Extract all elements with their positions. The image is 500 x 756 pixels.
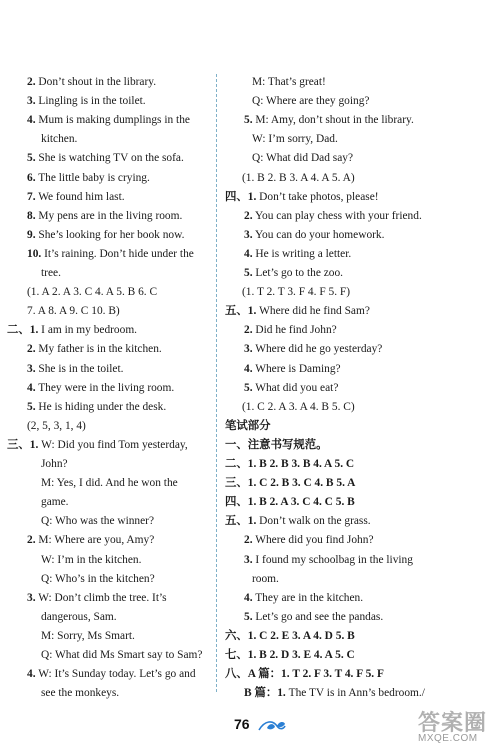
right-line <box>244 325 337 336</box>
item-number: 5. <box>27 400 36 413</box>
page-number: 76 <box>234 716 250 732</box>
item-number: 5. <box>244 267 253 279</box>
item-number: 一、注意书写规范。 <box>225 438 328 451</box>
item-number: 4. <box>27 668 36 681</box>
item-number: 2. <box>27 343 36 356</box>
item-text: Q: Who’s in the kitchen? <box>41 572 155 585</box>
item-text: Lingling is in the toilet. <box>35 95 146 108</box>
left-line <box>27 306 120 317</box>
left-line <box>27 364 124 375</box>
item-text: Don’t shout in the library. <box>35 76 157 88</box>
item-text: W: Don’t climb the tree. It’s <box>35 591 167 604</box>
left-line <box>41 688 119 699</box>
item-text: He is writing a letter. <box>252 247 352 260</box>
item-number: 5. <box>244 381 253 394</box>
left-line <box>41 516 154 527</box>
item-text: Q: What did Dad say? <box>252 152 354 165</box>
right-line <box>244 344 382 355</box>
item-number: 4. <box>244 362 253 375</box>
item-text: W: It’s Sunday today. Let’s go and <box>35 668 196 681</box>
right-line <box>244 230 384 241</box>
item-number: 2. <box>244 209 253 222</box>
left-line <box>41 555 141 566</box>
left-line <box>41 478 178 489</box>
right-line <box>252 574 279 585</box>
item-text: Mum is making dumplings in the <box>35 114 190 127</box>
item-text: (1. C 2. A 3. A 4. B 5. C) <box>242 400 355 413</box>
watermark <box>418 712 498 754</box>
item-number: 六、1. C 2. E 3. A 4. D 5. B <box>225 629 355 642</box>
item-number: 七、1. B 2. D 3. E 4. A 5. C <box>225 649 355 661</box>
item-text: They were in the living room. <box>35 381 175 394</box>
left-line <box>41 134 77 145</box>
item-number: 3. <box>27 362 36 375</box>
item-text: Let’s go and see the pandas. <box>252 610 384 623</box>
left-line <box>27 173 150 184</box>
item-text: W: I’m in the kitchen. <box>41 553 142 566</box>
item-number: 八、A 篇：1. T 2. F 3. T 4. F 5. F <box>225 668 384 681</box>
right-line <box>225 459 354 470</box>
item-number: 三、1. C 2. B 3. C 4. B 5. A <box>225 477 356 490</box>
item-text: 7. A 8. A 9. C 10. B) <box>27 305 120 318</box>
item-number: 5. <box>27 152 36 165</box>
item-text: M: Sorry, Ms Smart. <box>41 629 135 642</box>
item-number: 4. <box>27 114 36 127</box>
item-text: You can play chess with your friend. <box>252 209 422 222</box>
left-line <box>27 535 154 546</box>
item-text: see the monkeys. <box>41 687 120 700</box>
leaf-ornament-icon <box>257 718 287 734</box>
item-number: 6. <box>27 171 36 184</box>
right-line <box>244 555 413 566</box>
right-line <box>225 421 271 432</box>
item-text: Where is Daming? <box>252 362 341 375</box>
left-line <box>27 593 167 604</box>
item-text: (1. T 2. T 3. F 4. F 5. F) <box>242 286 351 299</box>
item-text: dangerous, Sam. <box>41 610 117 623</box>
item-text: (2, 5, 3, 1, 4) <box>27 419 86 432</box>
item-text: W: Did you find Tom yesterday, <box>38 438 188 451</box>
item-text: room. <box>252 572 279 585</box>
right-line <box>244 249 351 260</box>
item-number: 5. <box>244 114 253 127</box>
item-number: 二、1. <box>7 324 39 337</box>
item-text: She is watching TV on the sofa. <box>35 152 184 165</box>
item-text: kitchen. <box>41 133 78 146</box>
left-line <box>7 440 188 451</box>
item-text: We found him last. <box>35 190 125 203</box>
item-text: The TV is in Ann’s bedroom./ <box>285 687 425 700</box>
item-number: 5. <box>244 610 253 623</box>
item-number: 4. <box>244 591 253 604</box>
right-line <box>244 688 425 699</box>
left-line <box>41 612 117 623</box>
left-line <box>27 249 194 260</box>
item-text: She is in the toilet. <box>35 362 124 375</box>
item-text: Where did he go yesterday? <box>252 343 383 356</box>
item-number: 五、1. <box>225 515 257 528</box>
item-text: She’s looking for her book now. <box>35 228 185 241</box>
item-text: Did he find John? <box>252 324 337 337</box>
right-line <box>225 516 371 527</box>
item-text: Where did you find John? <box>252 534 374 547</box>
item-text: You can do your homework. <box>252 228 385 241</box>
watermark-logo-text: 答案圈 <box>418 710 488 735</box>
item-number: 五、1. <box>225 305 257 318</box>
item-text: game. <box>41 496 69 509</box>
left-line <box>27 211 182 222</box>
item-text: Let’s go to the zoo. <box>252 267 344 279</box>
item-number: 10. <box>27 247 42 260</box>
left-line <box>41 459 68 470</box>
left-line <box>41 268 61 279</box>
item-number: 8. <box>27 209 36 222</box>
item-text: I found my schoolbag in the living <box>252 553 413 566</box>
item-text: Where did he find Sam? <box>256 305 370 318</box>
left-line <box>41 497 69 508</box>
left-line <box>41 631 135 642</box>
right-line <box>225 192 379 203</box>
item-text: (1. A 2. A 3. C 4. A 5. B 6. C <box>27 286 158 299</box>
item-text: Don’t walk on the grass. <box>256 515 371 528</box>
left-line <box>27 115 190 126</box>
item-text: John? <box>41 458 68 470</box>
left-line <box>27 287 157 298</box>
item-text: Don’t take photos, please! <box>256 190 379 203</box>
left-line <box>41 650 202 661</box>
item-number: 二、1. B 2. B 3. B 4. A 5. C <box>225 458 355 470</box>
right-line <box>225 669 384 680</box>
item-number: 2. <box>244 534 253 547</box>
right-line <box>244 612 383 623</box>
item-text: tree. <box>41 267 61 279</box>
right-line <box>225 631 355 642</box>
item-text: He is hiding under the desk. <box>35 400 167 413</box>
item-text: Q: Who was the winner? <box>41 515 155 528</box>
item-text: My pens are in the living room. <box>35 209 183 222</box>
left-line <box>27 669 196 680</box>
watermark-url: MXQE.COM <box>418 733 478 744</box>
item-text: M: Amy, don’t shout in the library. <box>252 114 414 127</box>
item-number: 笔试部分 <box>225 419 271 432</box>
right-line <box>242 173 355 184</box>
right-line <box>225 478 355 489</box>
item-number: 2. <box>244 324 253 337</box>
item-text: M: Yes, I did. And he won the <box>41 477 178 490</box>
right-line <box>244 383 338 394</box>
item-number: 3. <box>244 343 253 356</box>
item-number: 2. <box>27 534 36 547</box>
right-line <box>244 268 343 279</box>
item-text: What did you eat? <box>252 381 339 394</box>
column-divider <box>216 74 217 692</box>
right-line <box>242 402 355 413</box>
item-text: Q: What did Ms Smart say to Sam? <box>41 649 203 661</box>
left-line <box>27 230 184 241</box>
item-text: Q: Where are they going? <box>252 95 370 108</box>
right-line <box>244 211 422 222</box>
item-number: 3. <box>244 228 253 241</box>
left-line <box>27 77 156 88</box>
item-text: It’s raining. Don’t hide under the <box>41 247 194 260</box>
item-number: 四、1. B 2. A 3. C 4. C 5. B <box>225 496 355 509</box>
left-line <box>27 421 86 432</box>
right-line <box>252 134 338 145</box>
right-line <box>252 77 326 88</box>
item-number: 7. <box>27 190 36 203</box>
right-line <box>252 96 369 107</box>
item-text: W: I’m sorry, Dad. <box>252 133 338 146</box>
item-number: 3. <box>27 591 36 604</box>
item-number: B 篇：1. <box>244 687 286 700</box>
item-text: The little baby is crying. <box>35 171 150 184</box>
right-line <box>244 535 374 546</box>
item-number: 3. <box>244 553 253 566</box>
item-text: I am in my bedroom. <box>38 324 138 337</box>
item-number: 三、1. <box>7 438 39 451</box>
left-line <box>7 325 137 336</box>
right-line <box>225 497 355 508</box>
left-line <box>27 153 184 164</box>
item-number: 9. <box>27 228 36 241</box>
item-number: 3. <box>27 95 36 108</box>
right-line <box>225 306 370 317</box>
right-line <box>244 593 363 604</box>
left-line <box>27 344 162 355</box>
item-text: (1. B 2. B 3. A 4. A 5. A) <box>242 171 355 184</box>
item-text: M: That’s great! <box>252 76 326 88</box>
item-text: They are in the kitchen. <box>252 591 364 604</box>
left-line <box>27 383 174 394</box>
item-number: 四、1. <box>225 190 257 203</box>
item-text: M: Where are you, Amy? <box>35 534 155 547</box>
item-text: My father is in the kitchen. <box>35 343 162 356</box>
left-line <box>27 192 125 203</box>
right-line <box>225 440 328 451</box>
item-number: 2. <box>27 76 36 88</box>
right-line <box>252 153 353 164</box>
right-line <box>244 364 341 375</box>
right-line <box>242 287 350 298</box>
left-line <box>27 402 166 413</box>
item-number: 4. <box>244 247 253 260</box>
left-line <box>27 96 146 107</box>
item-number: 4. <box>27 381 36 394</box>
right-line <box>244 115 414 126</box>
left-line <box>41 574 155 585</box>
right-line <box>225 650 355 661</box>
